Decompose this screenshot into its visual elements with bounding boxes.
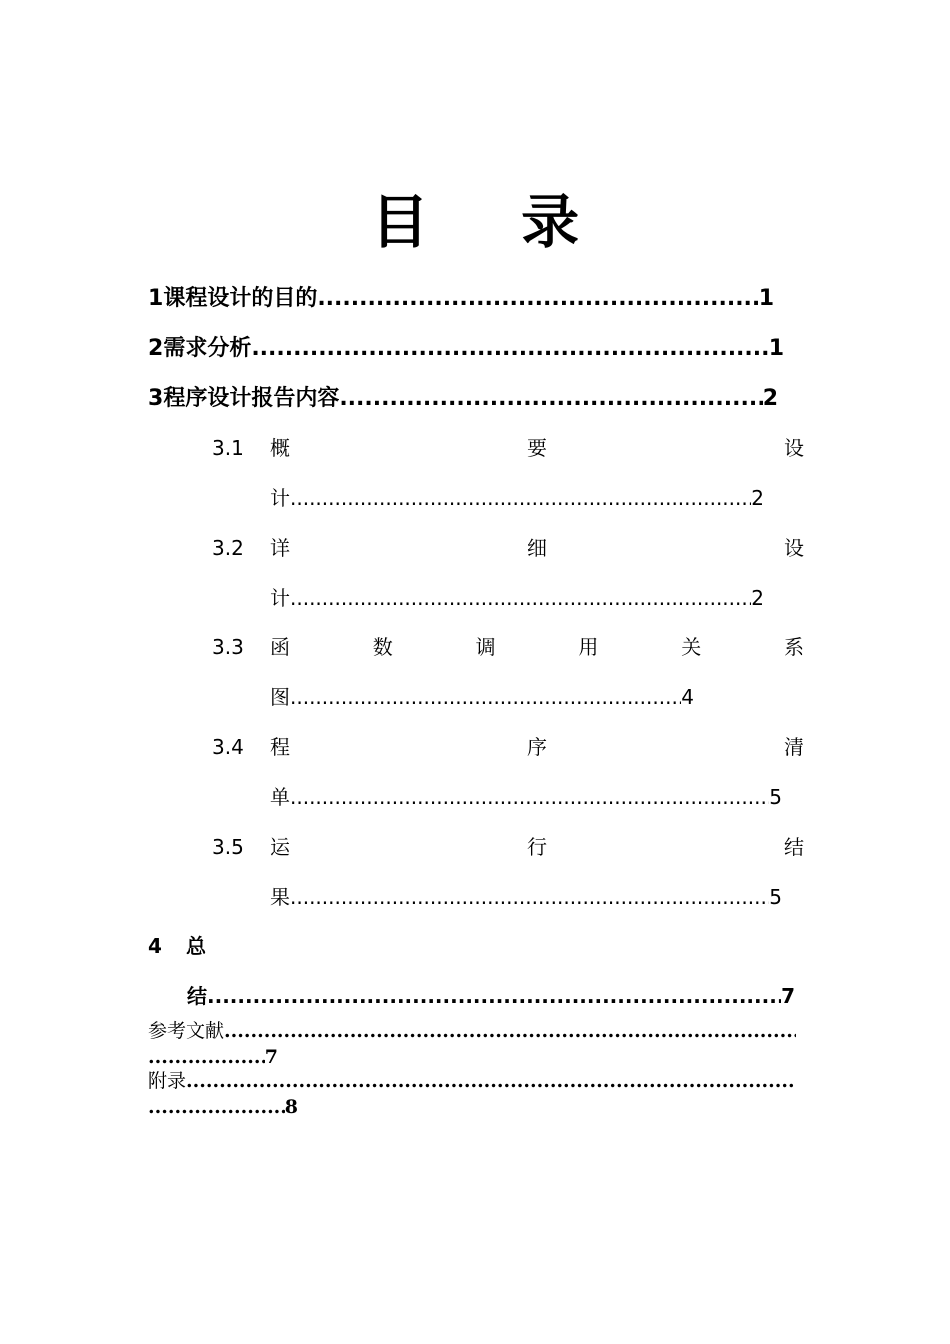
toc-entry-page: 8 [284,1096,298,1118]
toc-char: 调 [475,635,496,659]
page-title: 目 录 [370,188,616,256]
toc-entry-3-2-number [212,533,272,563]
toc-entry-number: 3.4 [212,735,244,759]
toc-entry-page: 5 [769,885,782,909]
toc-entry-title-tail: 结 [187,984,207,1008]
leader-dots [290,682,681,712]
toc-entry-4-leader[interactable] [187,980,795,1012]
leader-dots [317,283,758,315]
leader-dots [290,782,769,812]
toc-entry-page: 2 [751,586,764,610]
toc-entry-page: 1 [758,286,774,311]
toc-entry-3-3-title[interactable] [270,632,804,662]
toc-entry-title-tail: 计 [270,486,290,510]
toc-entry-references[interactable] [148,1018,796,1044]
leader-dots [251,333,768,365]
toc-entry-page: 4 [681,685,694,709]
toc-char: 用 [578,635,599,659]
toc-entry-title-tail: 计 [270,586,290,610]
toc-entry-3-4-leader[interactable] [270,782,782,812]
toc-char: 结 [784,835,804,859]
toc-entry-3-4-title[interactable] [270,732,804,762]
toc-entry-number: 3.3 [212,635,244,659]
toc-entry-title-tail: 果 [270,885,290,909]
toc-char: 程 [270,735,290,759]
toc-entry-page: 1 [768,336,784,361]
leader-dots [207,980,781,1012]
toc-entry-3-3-number [212,632,272,662]
leader-dots [186,1068,796,1094]
toc-char: 清 [784,735,804,759]
toc-entry-page: 2 [762,386,778,411]
toc-entry-page: 5 [769,785,782,809]
toc-entry-title-tail: 图 [270,685,290,709]
toc-char: 要 [527,436,547,460]
toc-entry-3-2-leader[interactable] [270,583,764,613]
toc-char: 设 [784,436,804,460]
toc-entry-number: 4 [148,934,162,958]
toc-char: 详 [270,536,290,560]
toc-entry-title: 课程设计的目的 [163,286,318,311]
toc-entry-2[interactable] [148,333,784,365]
leader-dots [290,882,769,912]
toc-entry-3-5-title[interactable] [270,832,804,862]
toc-char: 数 [372,635,393,659]
toc-entry-3-2-title[interactable] [270,533,804,563]
toc-entry-4-header[interactable] [148,930,268,962]
toc-entry-title: 参考文献 [148,1020,225,1042]
toc-entry-number: 2 [148,336,164,361]
toc-char: 行 [527,835,547,859]
toc-char: 序 [527,735,547,759]
toc-char: 设 [784,536,804,560]
leader-dots [224,1018,796,1044]
toc-entry-number: 3.2 [212,536,244,560]
leader-dots [339,383,762,415]
toc-entry-appendix[interactable] [148,1068,796,1094]
leader-dots [290,483,751,513]
toc-entry-page: 7 [781,984,795,1008]
toc-entry-title: 程序设计报告内容 [163,386,340,411]
toc-char: 函 [270,635,290,659]
toc-entry-number: 3 [148,386,164,411]
toc-entry-3-5-number [212,832,272,862]
toc-entry-3-1-number [212,433,272,463]
toc-entry-title-tail: 单 [270,785,290,809]
leader-dots [148,1044,265,1070]
toc-char: 关 [681,635,702,659]
toc-char: 运 [270,835,290,859]
toc-char: 细 [527,536,547,560]
toc-entry-page: 7 [264,1046,278,1068]
toc-char: 概 [270,436,290,460]
toc-entry-3-1-leader[interactable] [270,483,764,513]
toc-entry-number: 3.5 [212,835,244,859]
toc-entry-3[interactable] [148,383,778,415]
toc-entry-3-1-title[interactable] [270,433,804,463]
toc-entry-page: 2 [751,486,764,510]
toc-entry-3-3-leader[interactable] [270,682,694,712]
toc-entry-1[interactable] [148,283,774,315]
toc-char: 系 [783,635,804,659]
toc-entry-appendix-cont[interactable] [148,1094,298,1120]
leader-dots [148,1094,285,1120]
toc-entry-number: 3.1 [212,436,244,460]
toc-entry-references-cont[interactable] [148,1044,278,1070]
toc-entry-3-5-leader[interactable] [270,882,782,912]
toc-entry-title: 需求分析 [163,336,252,361]
toc-entry-title: 总 [186,934,206,958]
leader-dots [290,583,751,613]
toc-entry-number: 1 [148,286,164,311]
toc-entry-title: 附录 [148,1070,187,1092]
toc-entry-3-4-number [212,732,272,762]
